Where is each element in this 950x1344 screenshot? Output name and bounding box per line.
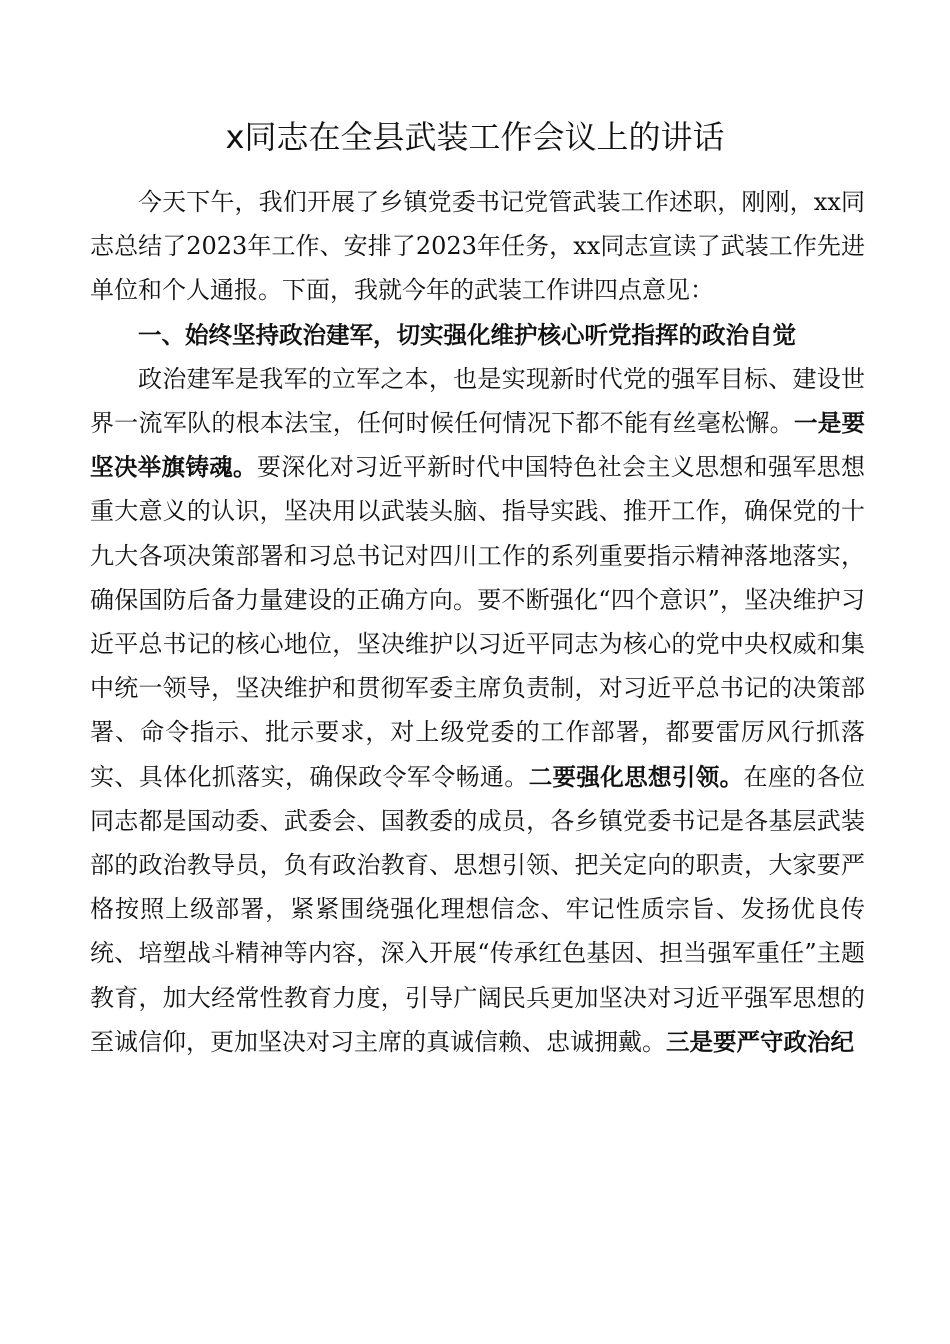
point-1-heading: 一是要坚决举旗铸魂。 [90,409,866,482]
document-body [90,180,865,1064]
section-1-paragraph [90,357,865,1064]
section-1-text-1: 政治建军是我军的立军之本，也是实现新时代党的强军目标、建设世界一流军队的根本法宝，任何时候任何情况下都不能有丝毫松懈。 [90,364,865,438]
point-2-heading: 二要强化思想引领。 [528,762,744,791]
section-heading-1: 一、始终坚持政治建军，切实强化维护核心听党指挥的政治自觉 [138,320,796,349]
document-title: x同志在全县武装工作会议上的讲话 [225,118,725,156]
point-3-heading: 三是要严守政治纪 [666,1027,854,1056]
intro-paragraph: 今天下午，我们开展了乡镇党委书记党管武装工作述职，刚刚，xx同志总结了2023年工作、安排了2023年任务，xx同志宣读了武装工作先进单位和个人通报。下面，我就今年的武装工作讲四点意见： [90,188,865,305]
section-1-text-2: 要深化对习近平新时代中国特色社会主义思想和强军思想重大意义的认识，坚决用以武装头脑、指导实践、推开工作，确保党的十九大各项决策部署和习总书记对四川工作的系列重要指示精神落地落实，确保国防后备力量建设的正确方向。要不断强化“四个意识”，坚决维护习近平总书记的核心地位，坚决维护以习近平同志为核心的党中央权威和集中统一领导，坚决维护和贯彻军委主席负责制，对习近平总书记的决策部署、命令指示、批示要求，对上级党委的工作部署，都要雷厉风行抓落实、具体化抓落实，确保政令军令畅通。 [90,453,866,791]
section-1-text-3: 在座的各位同志都是国动委、武委会、国教委的成员，各乡镇党委书记是各基层武装部的政治教导员，负有政治教育、思想引领、把关定向的职责，大家要严格按照上级部署，紧紧围绕强化理想信念、牢记性质宗旨、发扬优良传统、培塑战斗精神等内容，深入开展“传承红色基因、担当强军重任”主题教育，加大经常性教育力度，引导广阔民兵更加坚决对习近平强军思想的至诚信仰，更加坚决对习主席的真诚信赖、忠诚拥戴。 [90,762,866,1056]
